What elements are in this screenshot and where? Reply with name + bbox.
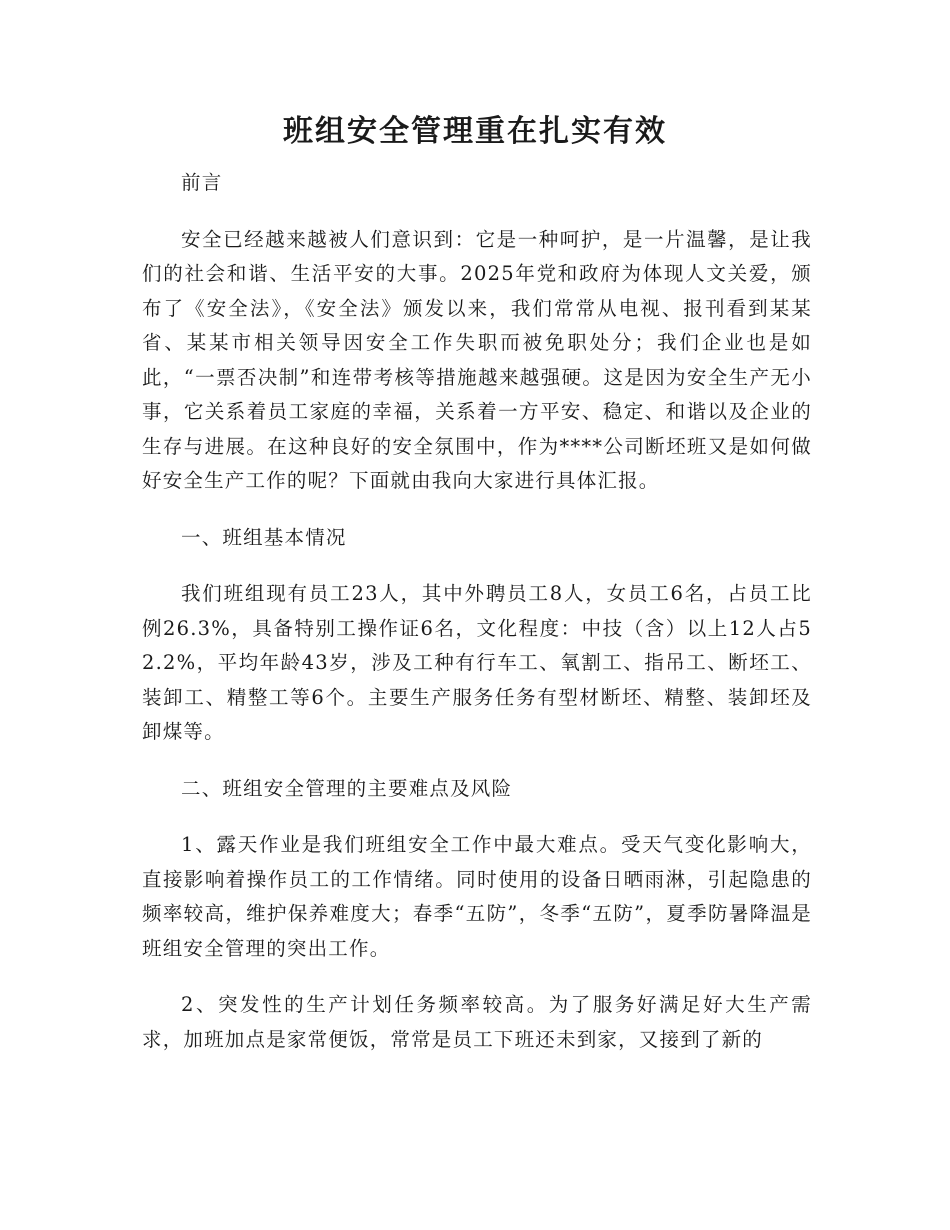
paragraph-difficulty-2: 2、突发性的生产计划任务频率较高。为了服务好满足好大生产需求，加班加点是家常便饭，常常是员工下班还未到家，又接到了新的 — [142, 993, 812, 1051]
paragraph-intro: 安全已经越来越被人们意识到：它是一种呵护，是一片温馨，是让我们的社会和谐、生活平安的大事。2025年党和政府为体现人文关爱，颁布了《安全法》，《安全法》颁发以来，我们常常从电视、报刊看到某某省、某某市相关领导因安全工作失职而被免职处分；我们企业也是如此，“一票否决制”和连带考核等措施越来越强硬。这是因为安全生产无小事，它关系着员工家庭的幸福，关系着一方平安、稳定、和谐以及企业的生存与进展。在这种良好的安全氛围中，作为****公司断坯班又是如何做好安全生产工作的呢？下面就由我向大家进行具体汇报。 — [142, 227, 812, 492]
section-heading-preface: 前言 — [181, 171, 223, 194]
section-heading-team-overview: 一、班组基本情况 — [181, 525, 347, 549]
paragraph-difficulty-1: 1、露天作业是我们班组安全工作中最大难点。受天气变化影响大，直接影响着操作员工的工作情绪。同时使用的设备日晒雨淋，引起隐患的频率较高，维护保养难度大；春季“五防”，冬季“五防”，夏季防暑降温是班组安全管理的突出工作。 — [142, 833, 812, 960]
document-body — [142, 166, 812, 1079]
document-title: 班组安全管理重在扎实有效 — [283, 114, 667, 149]
section-heading-difficulties: 二、班组安全管理的主要难点及风险 — [181, 776, 513, 800]
paragraph-team-overview: 我们班组现有员工23人，其中外聘员工8人，女员工6名，占员工比例26.3%，具备特别工操作证6名，文化程度：中技（含）以上12人占52.2%，平均年龄43岁，涉及工种有行车工、氧割工、指吊工、断坯工、装卸工、精整工等6个。主要生产服务任务有型材断坯、精整、装卸坯及卸煤等。 — [142, 582, 812, 743]
